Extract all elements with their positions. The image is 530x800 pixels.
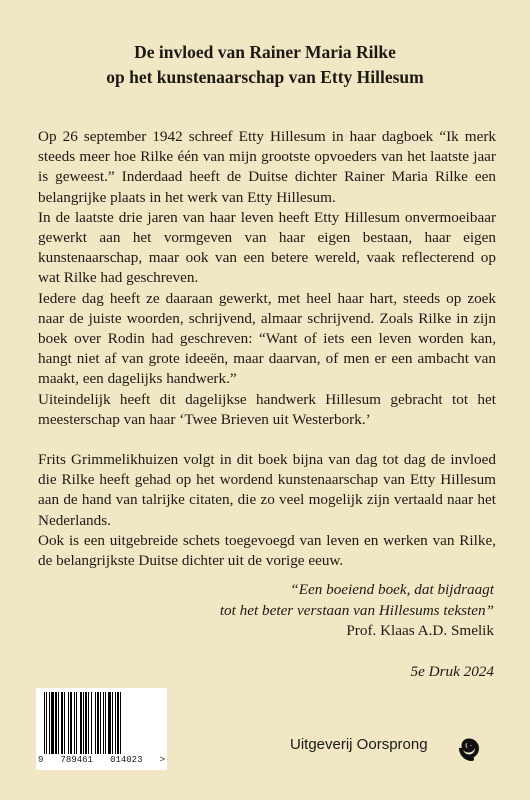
spiral-icon	[456, 731, 486, 765]
barcode-bar	[108, 692, 111, 754]
quote-line-1: “Een boeiend boek, dat bijdraagt	[290, 581, 494, 598]
barcode-bar	[70, 692, 72, 754]
isbn-digits	[38, 755, 165, 765]
barcode-bar	[74, 692, 75, 754]
quote-author: Prof. Klaas A.D. Smelik	[346, 622, 494, 639]
paragraph: Frits Grimmelikhuizen volgt in dit boek bijna van dag tot dag de invloed die Rilke heeft gehad op het wordend kunstenaarschap van Etty Hillesum aan de hand van talrijke citaten, die zo veel mogelijk zijn vertaald naar het Nederlands.	[38, 451, 496, 529]
isbn-digit-lead: 9	[38, 755, 44, 765]
edition-label: 5e Druk 2024	[410, 663, 494, 680]
barcode-bar	[97, 692, 99, 754]
barcode-bar	[55, 692, 57, 754]
barcode-bar	[64, 692, 65, 754]
barcode-bar	[120, 692, 121, 754]
barcode-bar	[100, 692, 101, 754]
paragraph-spacer	[38, 430, 496, 450]
barcode-bar	[95, 692, 96, 754]
barcode-bar	[58, 692, 59, 754]
isbn-digits-right: 014023	[110, 755, 143, 765]
barcode-bar	[49, 692, 50, 754]
barcode-bars	[40, 692, 163, 754]
barcode-bar	[88, 692, 89, 754]
publisher-name: Uitgeverij Oorsprong	[290, 736, 428, 753]
isbn-digits-left: 789461	[60, 755, 93, 765]
barcode-bar	[83, 692, 84, 754]
paragraph: Ook is een uitgebreide schets toegevoegd van leven en werken van Rilke, de belangrijkste Duitse dichter uit de vorige eeuw.	[38, 531, 496, 570]
isbn-arrow: >	[159, 755, 165, 765]
paragraph: Op 26 september 1942 schreef Etty Hillesum in haar dagboek “Ik merk steeds meer hoe Rilke één van mijn grootste opvoeders van het laatste jaar is geweest.” Inderdaad heeft de Duitse dichter Rainer Maria Rilke een belangrijke plaats in het werk van Etty Hillesum.	[38, 128, 496, 206]
barcode-bar	[76, 692, 77, 754]
barcode-bar	[85, 692, 87, 754]
barcode-bar	[44, 692, 45, 754]
barcode-bar	[91, 692, 92, 754]
quote-line-2: tot het beter verstaan van Hillesums teksten”	[219, 601, 494, 619]
paragraph: Uiteindelijk heeft dit dagelijkse handwerk Hillesum gebracht tot het meesterschap van haar ‘Twee Brieven uit Westerbork.’	[38, 390, 496, 428]
barcode-bar	[51, 692, 54, 754]
barcode-bar	[103, 692, 104, 754]
review-quote	[220, 580, 494, 642]
title-line-2: op het kunstenaarschap van Etty Hillesum	[106, 67, 424, 87]
barcode-bar	[115, 692, 116, 754]
barcode-bar	[68, 692, 69, 754]
blurb-text	[38, 127, 496, 571]
barcode-bar	[112, 692, 113, 754]
paragraph: In de laatste drie jaren van haar leven heeft Etty Hillesum onvermoeibaar gewerkt aan het vormgeven van haar eigen bestaan, haar eigen kunstenaarschap, maar ook van een betere wereld, vaak reflecterend op wat Rilke had geschreven.	[38, 208, 496, 287]
paragraph: Iedere dag heeft ze daaraan gewerkt, met heel haar hart, steeds op zoek naar de juiste woorden, schrijvend, almaar schrijvend. Zoals Rilke in zijn boek over Rodin had geschreven: “Want of iets een leven worden kan, hangt niet af van grote ideeën, maar daarvan, of men er een ambacht van maakt, een dagelijks handwerk.”	[38, 289, 496, 388]
book-title	[0, 40, 530, 90]
barcode-bar	[61, 692, 63, 754]
barcode-bar	[46, 692, 47, 754]
title-line-1: De invloed van Rainer Maria Rilke	[134, 42, 396, 62]
barcode-bar	[117, 692, 119, 754]
barcode-bar	[80, 692, 82, 754]
barcode-bar	[105, 692, 106, 754]
isbn-barcode	[36, 688, 167, 770]
